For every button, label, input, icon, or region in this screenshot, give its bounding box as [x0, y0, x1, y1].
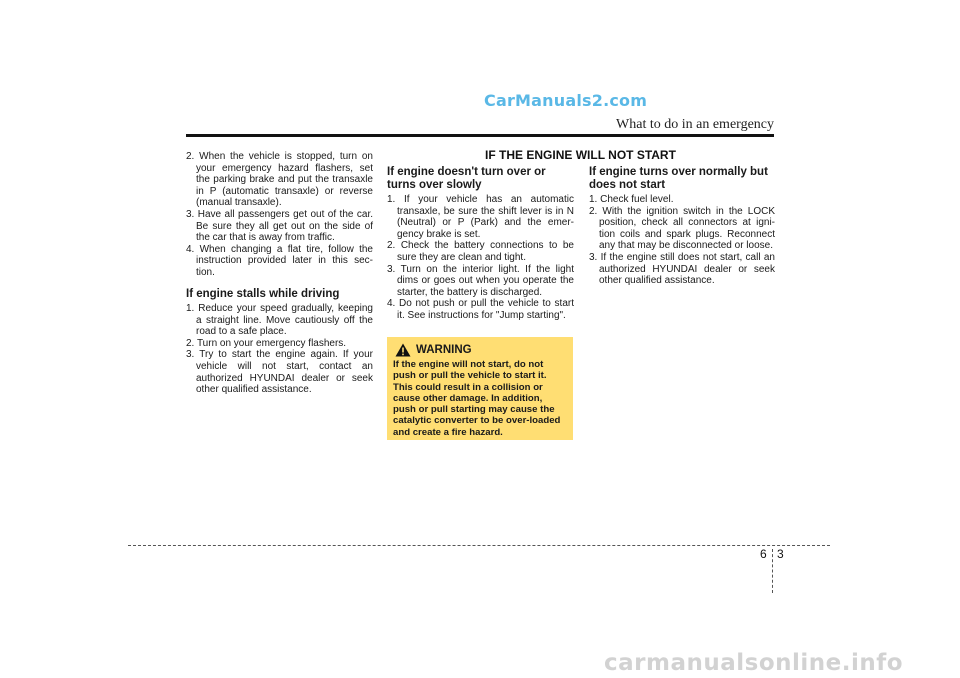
list-item: 1. If your vehicle has an automatic transaxle, be sure the shift lever is in N (Neutral) or P (Park) and the emer-gency brake is set. — [387, 194, 574, 240]
heading-engine-doesnt-turn-over: If engine doesn't turn over or turns over slowly — [387, 166, 546, 191]
list-item: 1. Reduce your speed gradually, keeping a straight line. Move cautiously off the road to a safe place. — [186, 303, 373, 338]
list-item: 1. Check fuel level. — [589, 194, 674, 205]
watermark-carmanualsonline: carmanualsonline.info — [604, 650, 904, 676]
chapter-number: 6 — [760, 547, 767, 561]
watermark-carmanuals2: CarManuals2.com — [484, 91, 648, 110]
list-item: 3. Try to start the engine again. If your vehicle will not start, contact an authorized HYUNDAI dealer or seek other qualified assistance. — [186, 349, 373, 396]
heading-engine-stalls: If engine stalls while driving — [186, 287, 340, 300]
column-3 — [589, 151, 775, 287]
list-item: 4. When changing a flat tire, follow the instruction provided later in this sec-tion. — [186, 243, 373, 278]
list-item: 3. Turn on the interior light. If the light dims or goes out when you operate the starter, the battery is discharged. — [387, 263, 574, 298]
warning-triangle-icon — [395, 343, 411, 357]
list-item: 2. Check the battery connections to be sure they are clean and tight. — [387, 240, 574, 263]
warning-box — [387, 337, 573, 440]
list-item: 2. With the ignition switch in the LOCK position, check all connectors at igni-tion coils and spark plugs. Reconnect any that may be disconnected or loose. — [589, 205, 775, 252]
page-header-title: What to do in an emergency — [616, 117, 774, 132]
list-item: 2. Turn on your emergency flashers. — [186, 337, 347, 349]
section-title: IF THE ENGINE WILL NOT START — [485, 148, 676, 162]
column-2 — [387, 151, 574, 322]
warning-header — [395, 343, 567, 357]
page-number: 3 — [777, 547, 784, 561]
list-item: 3. Have all passengers get out of the car. Be sure they all get out on the side of the car that is away from traffic. — [186, 208, 373, 244]
footer-rule — [128, 545, 830, 546]
header-rule — [186, 134, 774, 137]
column-1 — [186, 151, 373, 396]
page-number-divider — [772, 549, 774, 593]
warning-title: WARNING — [416, 344, 472, 356]
list-item: 3. If the engine still does not start, call an authorized HYUNDAI dealer or seek other qualified assistance. — [589, 251, 775, 287]
list-item: 4. Do not push or pull the vehicle to start it. See instructions for "Jump starting". — [387, 298, 574, 321]
list-item: 2. When the vehicle is stopped, turn on your emergency hazard flashers, set the parking brake and put the transaxle in P (automatic transaxle) or reverse (manual transaxle). — [186, 151, 373, 209]
warning-text: If the engine will not start, do not push or pull the vehicle to start it. This could result in a collision or cause other damage. In addition, push or pull starting may cause the catalytic converter to be over-loaded and create a fire hazard. — [393, 359, 561, 438]
heading-engine-turns-over-normally: If engine turns over normally but does not start — [589, 166, 768, 191]
